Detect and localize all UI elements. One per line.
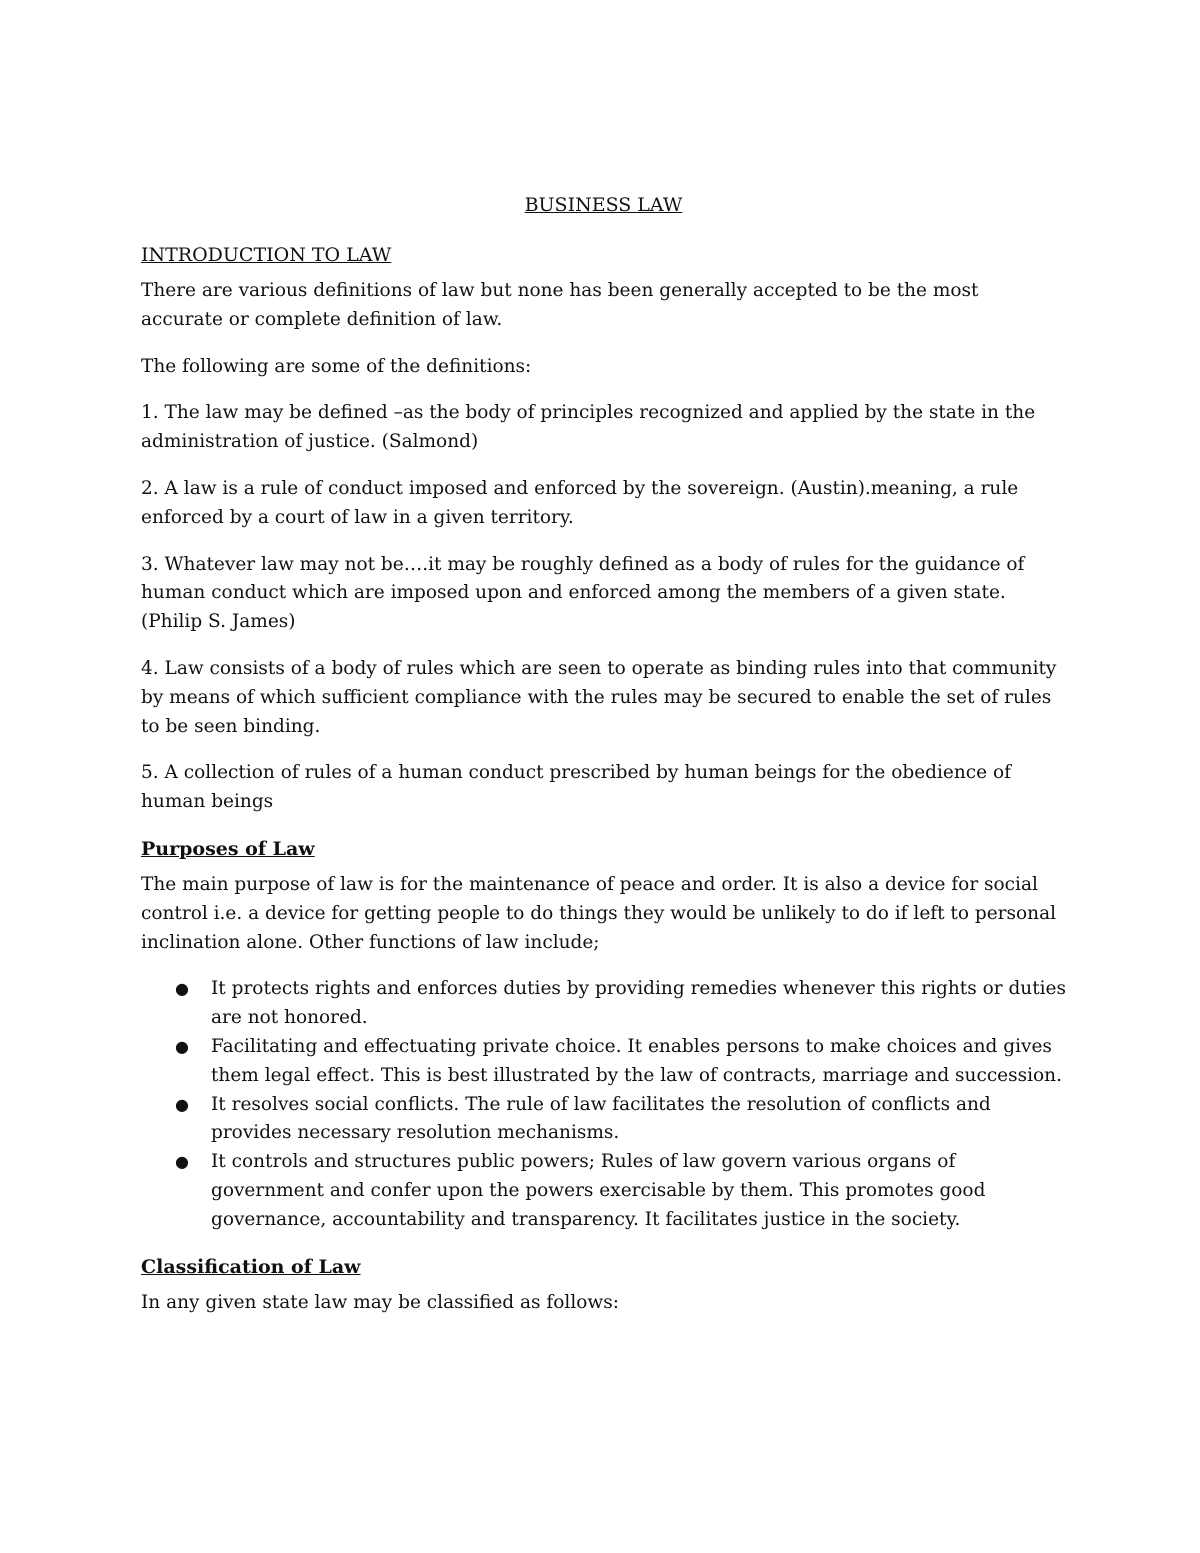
document-page [141, 188, 1066, 1335]
purposes-heading: Purposes of Law [141, 837, 315, 860]
list-item-text: Facilitating and effectuating private choice. It enables persons to make choices and gives them legal effect. This is best illustrated by the law of contracts, marriage and succession. [211, 1035, 1062, 1086]
list-item [175, 975, 1066, 1033]
definition-2: 2. A law is a rule of conduct imposed and enforced by the sovereign. (Austin).meaning, a rule enforced by a court of law in a given territory. [141, 477, 1019, 528]
bullet-icon: ● [175, 1036, 189, 1056]
list-item [175, 1148, 1066, 1234]
definition-3: 3. Whatever law may not be….it may be roughly defined as a body of rules for the guidance of human conduct which are imposed upon and enforced among the members of a given state. (Philip S. James) [141, 553, 1025, 633]
purposes-paragraph: The main purpose of law is for the maintenance of peace and order. It is also a device for social control i.e. a device for getting people to do things they would be unlikely to do if left to personal inclination alone. Other functions of law include; [141, 873, 1057, 953]
classification-paragraph: In any given state law may be classified as follows: [141, 1291, 619, 1313]
intro-heading: INTRODUCTION TO LAW [141, 244, 392, 266]
list-item-text: It controls and structures public powers; Rules of law govern various organs of government and confer upon the powers exercisable by them. This promotes good governance, accountability and transparency. It facilitates justice in the society. [211, 1151, 986, 1230]
purposes-list [141, 975, 1066, 1234]
definition-1: 1. The law may be defined –as the body of principles recognized and applied by the state in the administration of justice. (Salmond) [141, 402, 1036, 453]
document-title: BUSINESS LAW [524, 194, 683, 216]
bullet-icon: ● [175, 1094, 189, 1114]
classification-heading: Classification of Law [141, 1255, 361, 1278]
list-item [175, 1033, 1066, 1091]
following-text: The following are some of the definitions: [141, 355, 532, 377]
definition-4: 4. Law consists of a body of rules which are seen to operate as binding rules into that community by means of which sufficient compliance with the rules may be secured to enable the set of rules to be seen binding. [141, 657, 1057, 737]
list-item-text: It protects rights and enforces duties by providing remedies whenever this rights or duties are not honored. [211, 978, 1066, 1029]
list-item-text: It resolves social conflicts. The rule of law facilitates the resolution of conflicts and provides necessary resolution mechanisms. [211, 1093, 991, 1144]
definition-5: 5. A collection of rules of a human conduct prescribed by human beings for the obedience of human beings [141, 762, 1011, 813]
bullet-icon: ● [175, 979, 189, 999]
bullet-icon: ● [175, 1152, 189, 1172]
list-item [175, 1091, 1066, 1149]
intro-paragraph: There are various definitions of law but none has been generally accepted to be the most accurate or complete definition of law. [141, 280, 979, 330]
